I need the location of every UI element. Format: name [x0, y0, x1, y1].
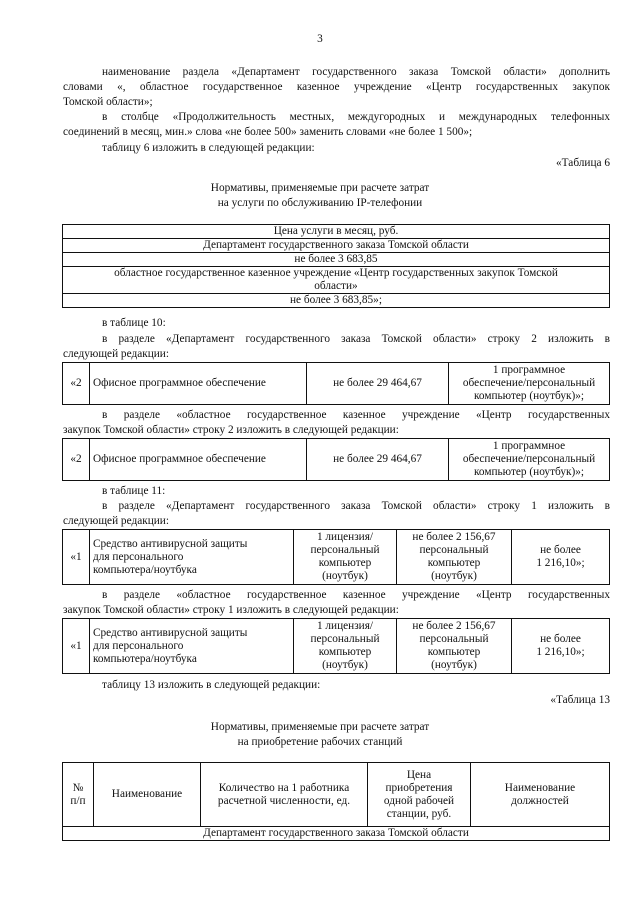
cell-line: персональный: [419, 633, 489, 645]
cell-line: областное государственное казенное учреждение «Центр государственных закупок Томской: [114, 267, 558, 279]
row-number-cell: «2: [63, 363, 90, 405]
price-cell: [397, 619, 512, 674]
cell-line: 1 лицензия/: [316, 531, 374, 543]
header-cell-positions: [471, 763, 610, 827]
cell-line: (ноутбук): [322, 659, 368, 671]
name-cell: [90, 530, 294, 585]
cell-line: 1 лицензия/: [316, 620, 374, 632]
name-cell: [90, 619, 294, 674]
paragraph-line: словами «, областное государственное казенное учреждение «Центр государственных закупок: [63, 81, 610, 93]
paragraph-line: таблицу 13 изложить в следующей редакции:: [102, 679, 321, 691]
quantity-cell: [294, 530, 397, 585]
cell-line: не более 2 156,67: [412, 620, 496, 632]
cell-line: Количество на 1 работника: [218, 781, 350, 794]
cell-line: не более: [540, 633, 581, 645]
name-cell: Офисное программное обеспечение: [90, 363, 307, 405]
paragraph-line: таблицу 6 изложить в следующей редакции:: [102, 142, 315, 154]
value-cell: не более 3 683,85»;: [63, 294, 610, 308]
table-10-row-dept: [62, 362, 610, 405]
paragraph-line: в разделе «Департамент государственного заказа Томской области» строку 1 изложить в: [102, 500, 610, 512]
price-cell: [397, 530, 512, 585]
cell-line: станции, руб.: [386, 807, 452, 820]
cell-line: (ноутбук): [431, 570, 477, 582]
cell-line: приобретения: [385, 781, 453, 794]
paragraph-line: закупок Томской области» строку 2 изложить в следующей редакции:: [63, 424, 399, 436]
paragraph-line: в разделе «Департамент государственного заказа Томской области» строку 2 изложить в: [102, 333, 610, 345]
page-number: 3: [317, 33, 323, 45]
row-number-cell: «1: [63, 530, 90, 585]
cell-line: обеспечение/персональный: [462, 377, 596, 389]
total-cell: [512, 530, 610, 585]
cell-line: компьютер: [318, 557, 372, 569]
cell-line: персональный: [419, 544, 489, 556]
cell-line: одной рабочей: [383, 794, 455, 807]
cell-line: компьютер: [427, 557, 481, 569]
cell-line: 1 216,10»;: [536, 557, 585, 569]
table-heading: Нормативы, применяемые при расчете затрат: [210, 721, 430, 733]
header-cell-quantity: [201, 763, 368, 827]
cell-line: Средство антивирусной защиты: [93, 537, 248, 550]
paragraph-line: закупок Томской области» строку 1 изложить в следующей редакции:: [63, 604, 399, 616]
paragraph-line: следующей редакции:: [63, 348, 169, 360]
paragraph-line: в столбце «Продолжительность местных, междугородных и международных телефонных: [102, 111, 610, 123]
cell-line: должностей: [511, 794, 569, 807]
cell-line: компьютера/ноутбука: [93, 563, 197, 576]
value-cell: не более 3 683,85: [63, 253, 610, 267]
cell-line: №: [72, 781, 84, 794]
paragraph-line: в таблице 10:: [102, 317, 166, 329]
cell-line: не более 2 156,67: [412, 531, 496, 543]
paragraph-line: в таблице 11:: [102, 485, 166, 497]
name-cell: Офисное программное обеспечение: [90, 439, 307, 481]
cell-line: для персонального: [93, 639, 184, 652]
cell-line: п/п: [70, 794, 86, 807]
price-cell: не более 29 464,67: [307, 439, 449, 481]
cell-line: Наименование: [504, 781, 576, 794]
cell-line: обеспечение/персональный: [462, 453, 596, 465]
header-cell-name: Наименование: [94, 763, 201, 827]
cell-line: Цена: [406, 768, 432, 781]
paragraph-line: следующей редакции:: [63, 515, 169, 527]
cell-line: для персонального: [93, 550, 184, 563]
paragraph-line: в разделе «областное государственное казенное учреждение «Центр государственных: [102, 409, 610, 421]
cell-line: области»: [314, 280, 358, 292]
cell-line: не более: [540, 544, 581, 556]
quantity-cell: [294, 619, 397, 674]
table-label: «Таблица 13: [550, 694, 610, 706]
cell-line: Средство антивирусной защиты: [93, 626, 248, 639]
paragraph-line: в разделе «областное государственное казенное учреждение «Центр государственных: [102, 589, 610, 601]
table-6: [62, 224, 610, 308]
cell-line: персональный: [310, 544, 380, 556]
cell-line: расчетной численности, ед.: [217, 794, 351, 807]
table-11-row-dept: [62, 529, 610, 585]
cell-line: компьютер: [318, 646, 372, 658]
row-number-cell: «1: [63, 619, 90, 674]
paragraph-line: соединений в месяц, мин.» слова «не более 500» заменить словами «не более 1 500»;: [63, 126, 473, 138]
cell-line: компьютер: [427, 646, 481, 658]
cell-line: персональный: [310, 633, 380, 645]
table-13: [62, 762, 610, 841]
price-cell: не более 29 464,67: [307, 363, 449, 405]
cell-line: компьютера/ноутбука: [93, 652, 197, 665]
cell-line: 1 216,10»;: [536, 646, 585, 658]
quantity-cell: [449, 363, 610, 405]
total-cell: [512, 619, 610, 674]
cell-line: (ноутбук): [431, 659, 477, 671]
cell-line: 1 программное: [492, 440, 566, 452]
table-heading: на услуги по обслуживанию IP-телефонии: [217, 197, 423, 209]
cell-line: (ноутбук): [322, 570, 368, 582]
table-11-row-center: [62, 618, 610, 674]
quantity-cell: [449, 439, 610, 481]
cell-line: компьютер (ноутбук)»;: [473, 390, 585, 402]
paragraph-line: наименование раздела «Департамент государственного заказа Томской области» дополнить: [102, 66, 610, 78]
row-number-cell: «2: [63, 439, 90, 481]
table-10-row-center: [62, 438, 610, 481]
section-title-cell: [63, 267, 610, 294]
cell-line: компьютер (ноутбук)»;: [473, 466, 585, 478]
header-cell-number: [63, 763, 94, 827]
header-cell-price: [368, 763, 471, 827]
table-header-cell: Цена услуги в месяц, руб.: [63, 225, 610, 239]
section-title-cell: Департамент государственного заказа Томской области: [63, 239, 610, 253]
table-label: «Таблица 6: [556, 157, 610, 169]
section-title-cell: Департамент государственного заказа Томской области: [63, 827, 610, 841]
table-heading: на приобретение рабочих станций: [237, 736, 403, 748]
table-heading: Нормативы, применяемые при расчете затрат: [210, 182, 430, 194]
paragraph-line: Томской области»;: [63, 96, 153, 108]
cell-line: 1 программное: [492, 364, 566, 376]
